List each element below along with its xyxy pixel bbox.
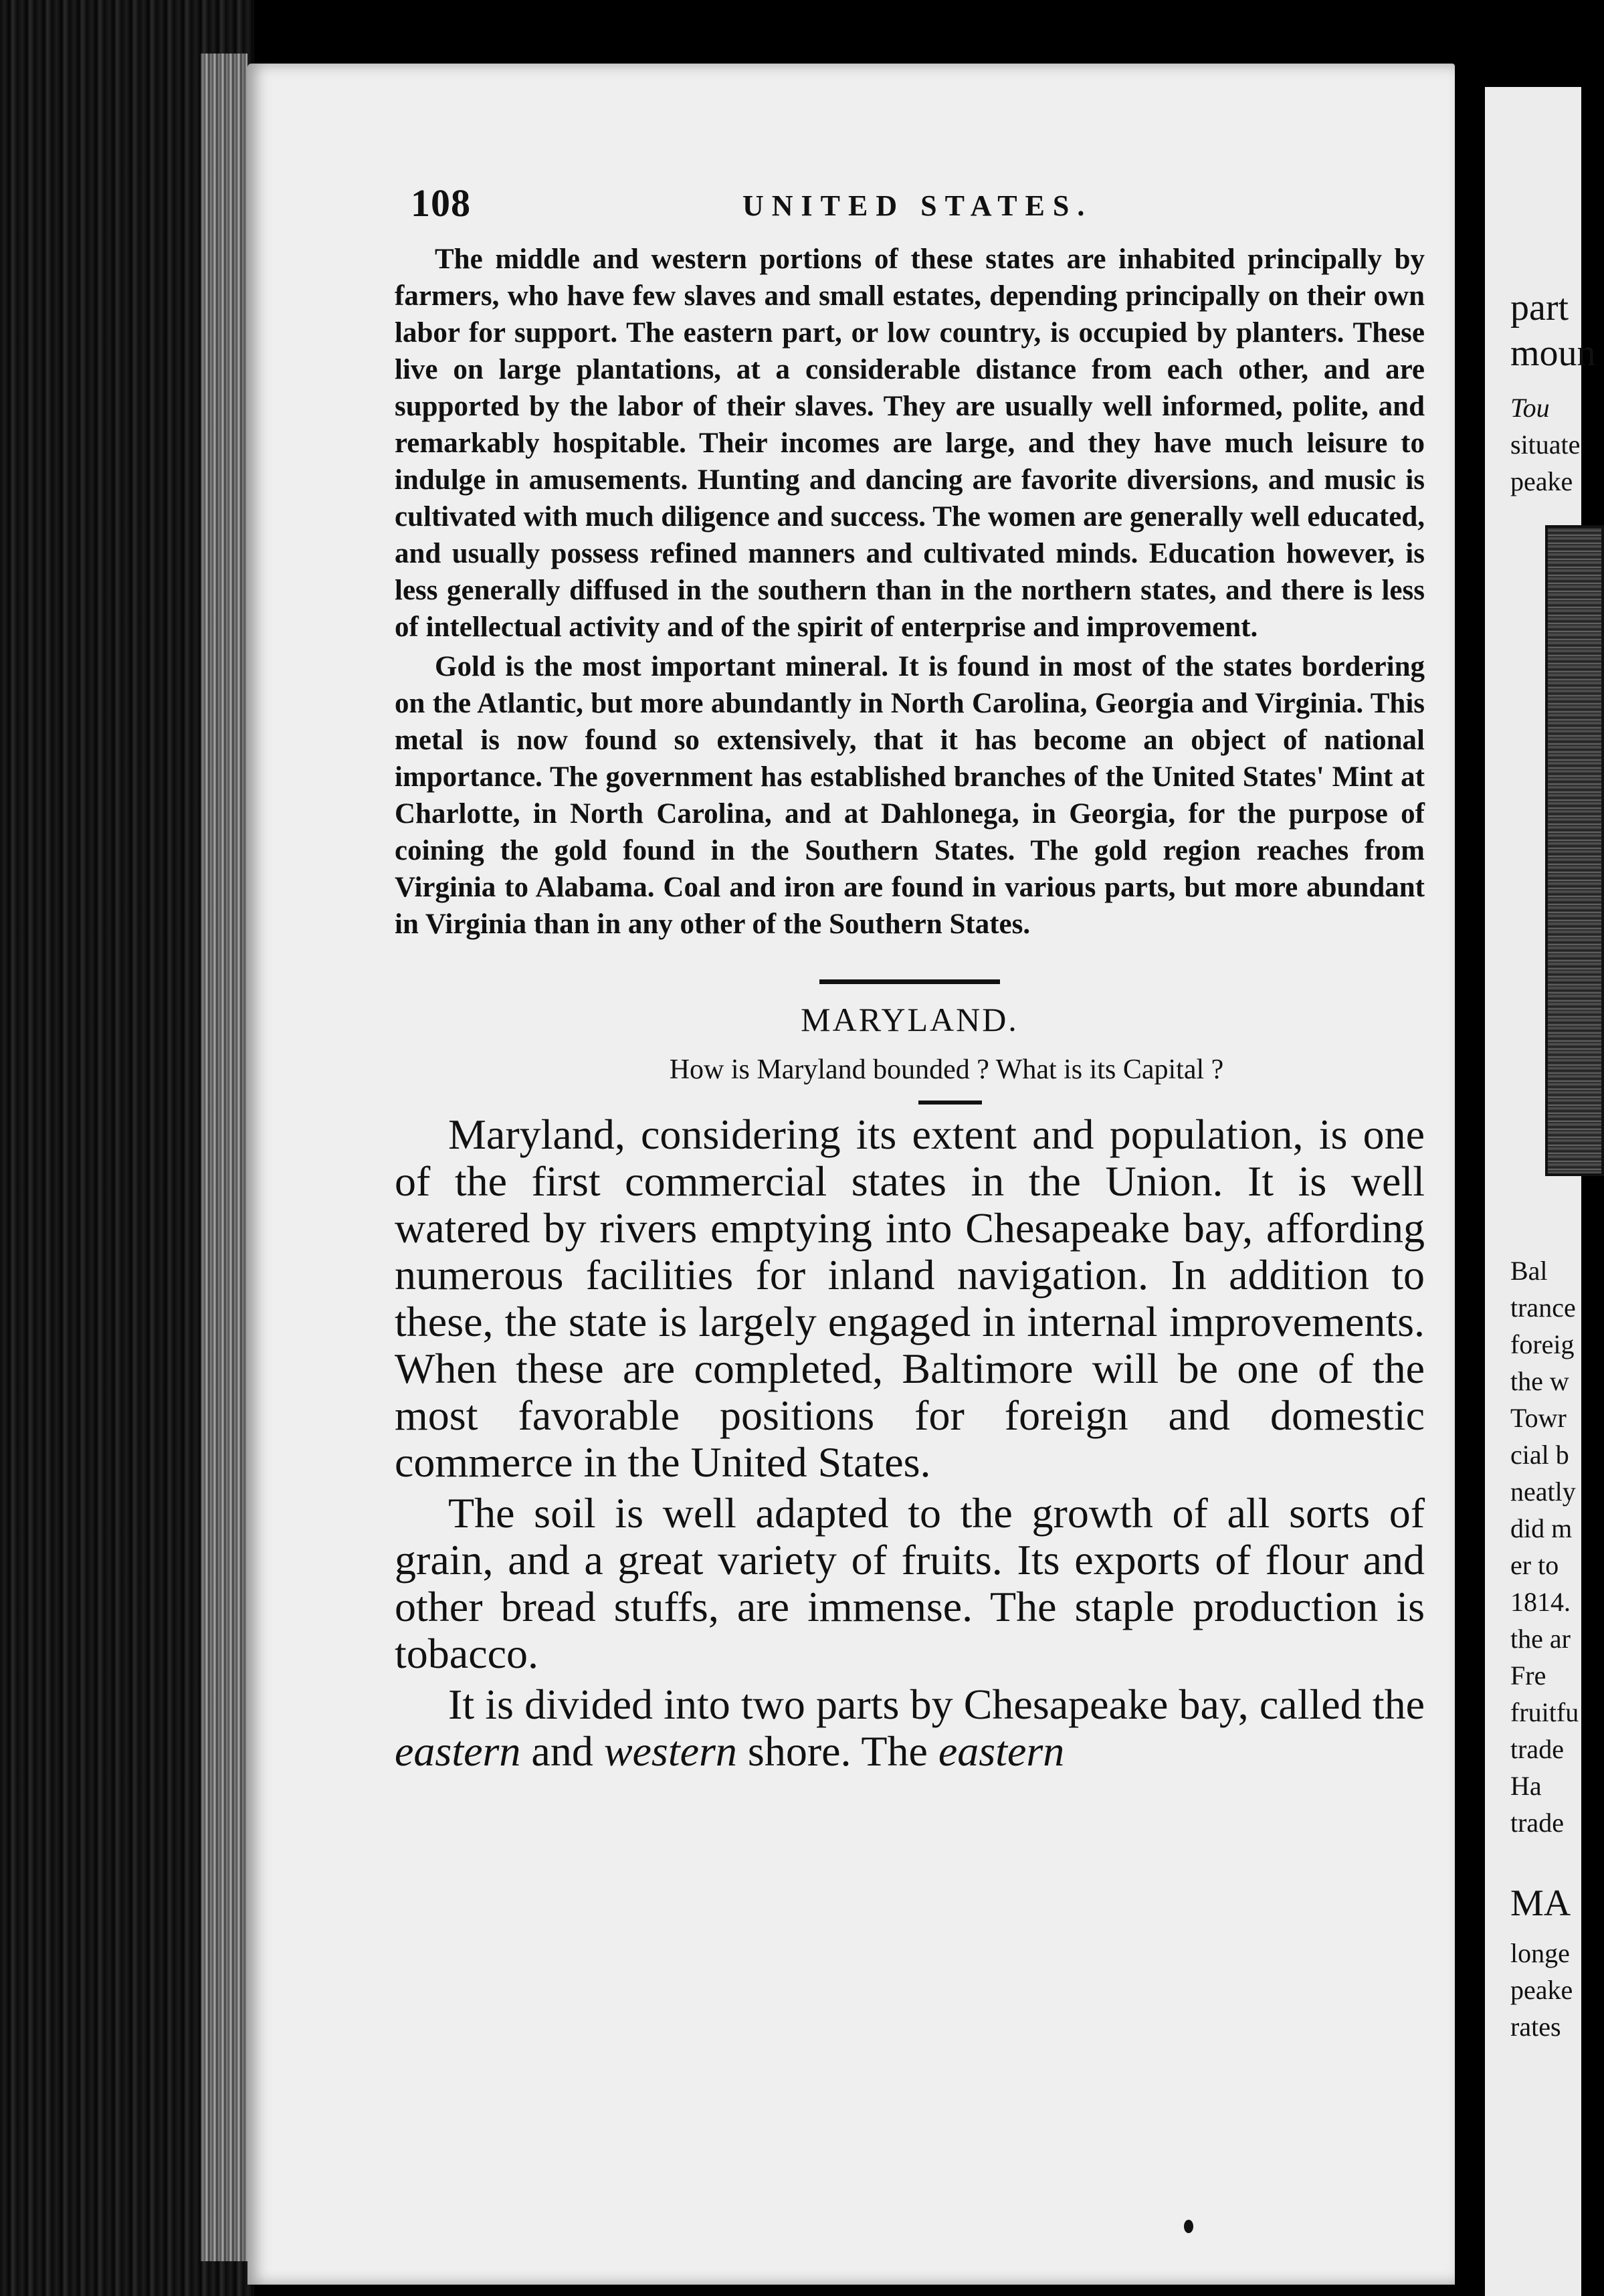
next-page-fragment: er to [1510,1550,1559,1580]
next-page-fragment: trade [1510,1808,1564,1838]
adjacent-page [1485,87,1596,2296]
italic-eastern: eastern [395,1727,521,1775]
next-page-fragment: Ha [1510,1771,1542,1801]
paragraph-inhabitants: The middle and western portions of these states are inhabited principally by farmers, who have few slaves and small estates, depending principally on their own labor for support. The eastern part, or low country, is occupied by planters. These live on large plantations, at a considerable distance from each other, and are supported by the labor of their slaves. They are usually well informed, polite, and remarkably hospitable. Their incomes are large, and they have much leisure to indulge in amusements. Hunting and dancing are favorite diversions, and music is cultivated with much diligence and success. The women are generally well educated, and usually possess refined manners and cultivated minds. Education however, is less generally diffused in the southern than in the northern states, and there is less of intellectual activity and of the spirit of enterprise and improvement. [395,244,1425,643]
next-page-fragment: peake [1510,466,1573,496]
next-page-fragment: longe [1510,1938,1570,1968]
paragraph-commerce: Maryland, considering its extent and population, is one of the first commercial states in the Union. It is well watered by rivers emptying into Chesapeake bay, affording numerous facilities for inland navigation. In addition to these, the state is largely engaged in internal improvements. When these are completed, Baltimore will be one of the most favorable positions for foreign and domestic commerce in the United States. [395,1111,1425,1486]
next-page-fragment: 1814. [1510,1587,1571,1617]
text-run: It is divided into two parts by Chesapeake bay, called the [448,1681,1425,1728]
next-page-fragment: MA [1510,1883,1571,1924]
next-page-fragment: foreig [1510,1329,1575,1359]
short-divider [918,1101,982,1105]
maryland-text [395,1111,1425,1775]
page-number: 108 [411,181,471,225]
paragraph-soil: The soil is well adapted to the growth of all sorts of grain, and a great variety of fruits. Its exports of flour and other bread stuffs, are immense. The staple production is tobacco. [395,1489,1425,1677]
ink-speck [1184,2220,1193,2233]
italic-western: western [603,1727,737,1775]
text-run: shore. The [736,1727,938,1775]
italic-eastern: eastern [938,1727,1065,1775]
text-run: and [520,1727,604,1775]
next-page-fragment: peake [1510,1975,1573,2005]
page-edges [201,54,247,2261]
page-header [395,181,1425,241]
running-title: UNITED STATES. [742,189,1093,222]
next-page-fragment: fruitfu [1510,1697,1579,1727]
section-title: MARYLAND. [801,1001,1019,1038]
next-page-fragment: neatly [1510,1476,1576,1507]
next-page-fragment: Tou [1510,393,1550,423]
paragraph-gold: Gold is the most important mineral. It is found in most of the states bordering on the Atlantic, but more abundantly in North Carolina, Georgia and Virginia. This metal is now found so extensively, that it has become an object of national importance. The government has established branches of the United States' Mint at Charlotte, in North Carolina, and at Dahlonega, in Georgia, for the purpose of coining the gold found in the Southern States. The gold region reaches from Virginia to Alabama. Coal and iron are found in various parts, but more abundant in Virginia than in any other of the Southern States. [395,651,1425,940]
next-page-fragment: rates [1510,2012,1561,2042]
page-content [395,181,1425,1775]
next-page-fragment: did m [1510,1513,1573,1543]
next-page-fragment: the ar [1510,1624,1571,1654]
southern-states-text [395,241,1425,943]
next-page-fragment: trade [1510,1734,1564,1764]
section-divider [819,979,1000,984]
next-page-fragment: moun [1510,332,1596,374]
next-page-fragment: the w [1510,1366,1569,1396]
next-page-fragment: situate [1510,429,1581,460]
paragraph-division [395,1681,1425,1775]
next-page-fragment: Towr [1510,1403,1567,1433]
engraving-illustration [1545,525,1604,1176]
study-question: How is Maryland bounded ? What is its Capital ? [669,1054,1224,1085]
next-page-fragment: Bal [1510,1256,1548,1286]
next-page-fragment: trance [1510,1293,1576,1323]
next-page-fragment: part [1510,287,1569,328]
page-gutter [1455,40,1488,2296]
next-page-fragment: Fre [1510,1660,1546,1691]
next-page-fragment: cial b [1510,1440,1569,1470]
